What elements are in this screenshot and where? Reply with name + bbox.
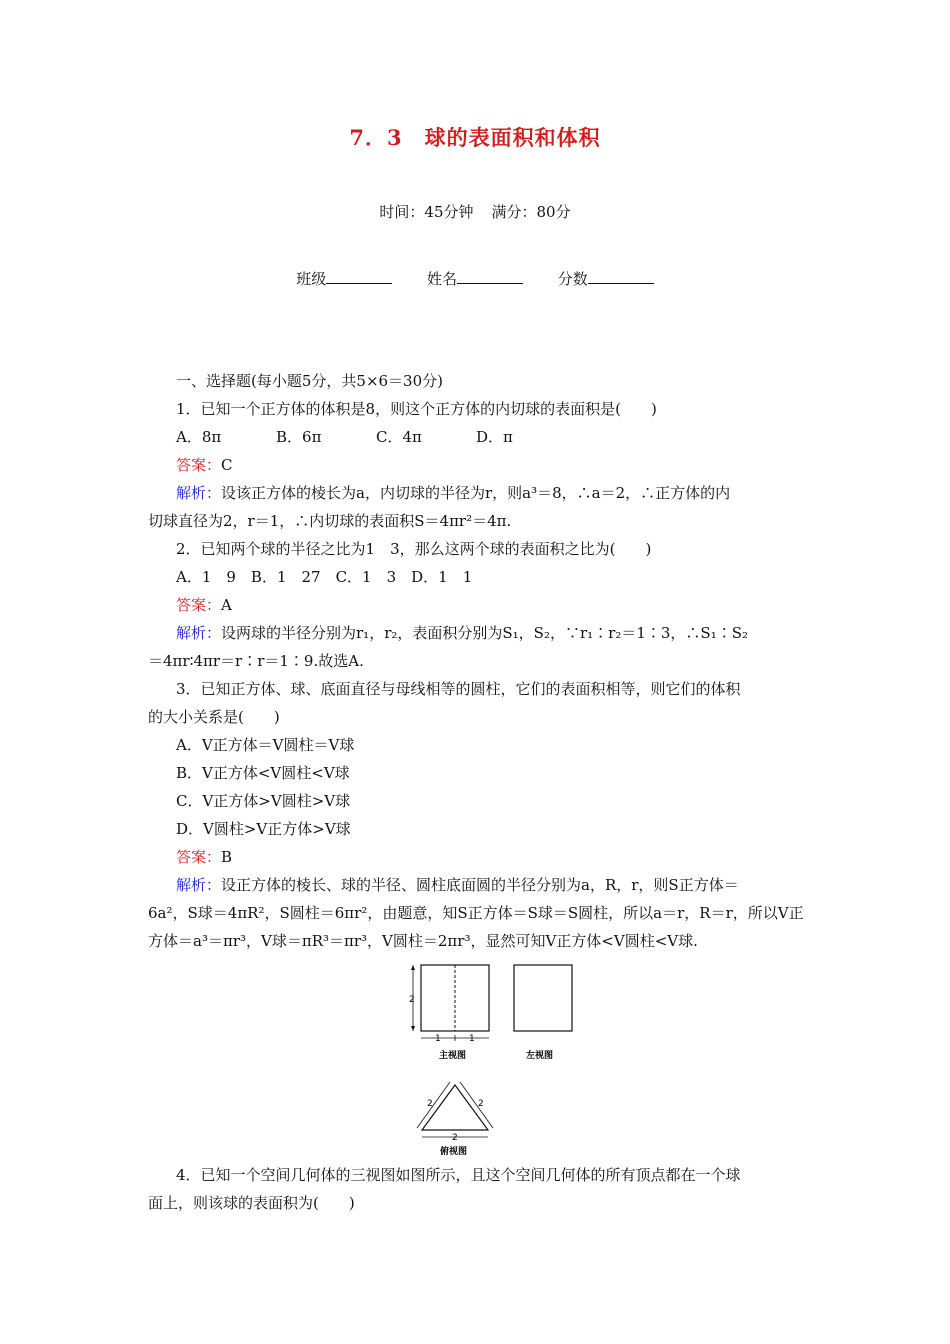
score-blank[interactable] bbox=[588, 269, 654, 284]
q2-analysis-line1: 设两球的半径分别为r₁，r₂，表面积分别为S₁，S₂，∵r₁∶r₂＝1∶3，∴S₁∶S₂ bbox=[221, 624, 748, 642]
q1-option-d: D．π bbox=[476, 428, 513, 446]
q1-option-b: B．6π bbox=[276, 428, 322, 446]
q1-answer-value: C bbox=[221, 456, 233, 474]
q2-options: A．1 9 B．1 27 C．1 3 D．1 1 bbox=[176, 568, 473, 586]
answer-label: 答案： bbox=[176, 848, 222, 866]
time-score-line bbox=[0, 201, 950, 222]
q3-option-d: D．V圆柱>V正方体>V球 bbox=[176, 820, 351, 838]
q1-analysis bbox=[148, 482, 836, 504]
analysis-label: 解析： bbox=[176, 624, 222, 642]
side-view bbox=[514, 965, 572, 1061]
three-view-drawing bbox=[400, 958, 580, 1158]
name-label: 姓名 bbox=[426, 270, 457, 288]
analysis-label: 解析： bbox=[176, 876, 222, 894]
front-width-label-left: 1 bbox=[435, 1034, 441, 1044]
top-view-label: 俯视图 bbox=[440, 1147, 468, 1157]
q1-option-c: C．4π bbox=[376, 428, 422, 446]
front-height-label: 2 bbox=[409, 995, 415, 1005]
q2-stem: 2．已知两个球的半径之比为1 3，那么这两个球的表面积之比为( ) bbox=[176, 540, 652, 558]
class-label: 班级 bbox=[296, 270, 327, 288]
three-view-figure bbox=[400, 958, 580, 1158]
class-blank[interactable] bbox=[326, 269, 392, 284]
q4-stem-line1: 4．已知一个空间几何体的三视图如图所示，且这个空间几何体的所有顶点都在一个球 bbox=[176, 1166, 741, 1184]
q3-option-a: A．V正方体＝V圆柱＝V球 bbox=[176, 736, 355, 754]
answer-label: 答案： bbox=[176, 456, 222, 474]
q2-analysis bbox=[148, 622, 836, 644]
top-right-side-label: 2 bbox=[478, 1099, 484, 1109]
section-heading: 一、选择题(每小题5分，共5×6＝30分) bbox=[176, 372, 443, 390]
q3-answer-value: B bbox=[221, 848, 233, 866]
score-field[interactable] bbox=[558, 268, 654, 289]
front-view-label: 主视图 bbox=[439, 1051, 467, 1061]
name-field[interactable] bbox=[427, 268, 523, 289]
q3-analysis-line3: 方体＝a³＝πr³，V球＝πR³＝πr³，V圆柱＝2πr³，显然可知V正方体<V圆柱<V球. bbox=[148, 932, 698, 950]
student-info-fields bbox=[0, 268, 950, 289]
page-title bbox=[0, 122, 950, 152]
top-view bbox=[417, 1082, 493, 1157]
time-limit: 时间：45分钟 bbox=[379, 203, 474, 221]
q1-options bbox=[148, 426, 836, 448]
q3-stem-line1: 3．已知正方体、球、底面直径与母线相等的圆柱，它们的表面积相等，则它们的体积 bbox=[176, 680, 741, 698]
q3-analysis-line2: 6a²，S球＝4πR²，S圆柱＝6πr²，由题意，知S正方体＝S球＝S圆柱，所以a＝r，R＝r，所以V正 bbox=[148, 904, 804, 922]
q3-option-b: B．V正方体<V圆柱<V球 bbox=[176, 764, 350, 782]
q1-analysis-line1: 设该正方体的棱长为a，内切球的半径为r，则a³＝8，∴a＝2，∴正方体的内 bbox=[221, 484, 731, 502]
q3-analysis-line1: 设正方体的棱长、球的半径、圆柱底面圆的半径分别为a，R，r，则S正方体＝ bbox=[221, 876, 739, 894]
q3-analysis bbox=[148, 874, 836, 896]
q2-answer-value: A bbox=[221, 596, 232, 614]
q3-option-c: C．V正方体>V圆柱>V球 bbox=[176, 792, 351, 810]
front-view bbox=[409, 965, 489, 1061]
answer-label: 答案： bbox=[176, 596, 222, 614]
class-field[interactable] bbox=[296, 268, 392, 289]
score-label: 分数 bbox=[557, 270, 588, 288]
q3-stem-line2: 的大小关系是( ) bbox=[148, 708, 280, 726]
q4-stem-line2: 面上，则该球的表面积为( ) bbox=[148, 1194, 355, 1212]
name-blank[interactable] bbox=[457, 269, 523, 284]
full-score: 满分：80分 bbox=[491, 203, 571, 221]
q2-analysis-line2: ＝4πr∶4πr＝r∶r＝1∶9.故选A. bbox=[148, 652, 364, 670]
top-left-side-label: 2 bbox=[427, 1099, 433, 1109]
analysis-label: 解析： bbox=[176, 484, 222, 502]
top-base-label: 2 bbox=[452, 1133, 458, 1143]
q1-answer bbox=[148, 454, 836, 476]
section-number: 7．3 bbox=[349, 125, 403, 150]
q1-analysis-line2: 切球直径为2，r＝1，∴内切球的表面积S＝4πr²＝4π. bbox=[148, 512, 512, 530]
q1-option-a: A．8π bbox=[176, 428, 222, 446]
q1-stem: 1．已知一个正方体的体积是8，则这个正方体的内切球的表面积是( ) bbox=[176, 400, 657, 418]
side-view-label: 左视图 bbox=[526, 1051, 554, 1061]
title-text: 球的表面积和体积 bbox=[424, 125, 601, 150]
front-width-label-right: 1 bbox=[469, 1034, 475, 1044]
q2-answer bbox=[148, 594, 836, 616]
q3-answer bbox=[148, 846, 836, 868]
